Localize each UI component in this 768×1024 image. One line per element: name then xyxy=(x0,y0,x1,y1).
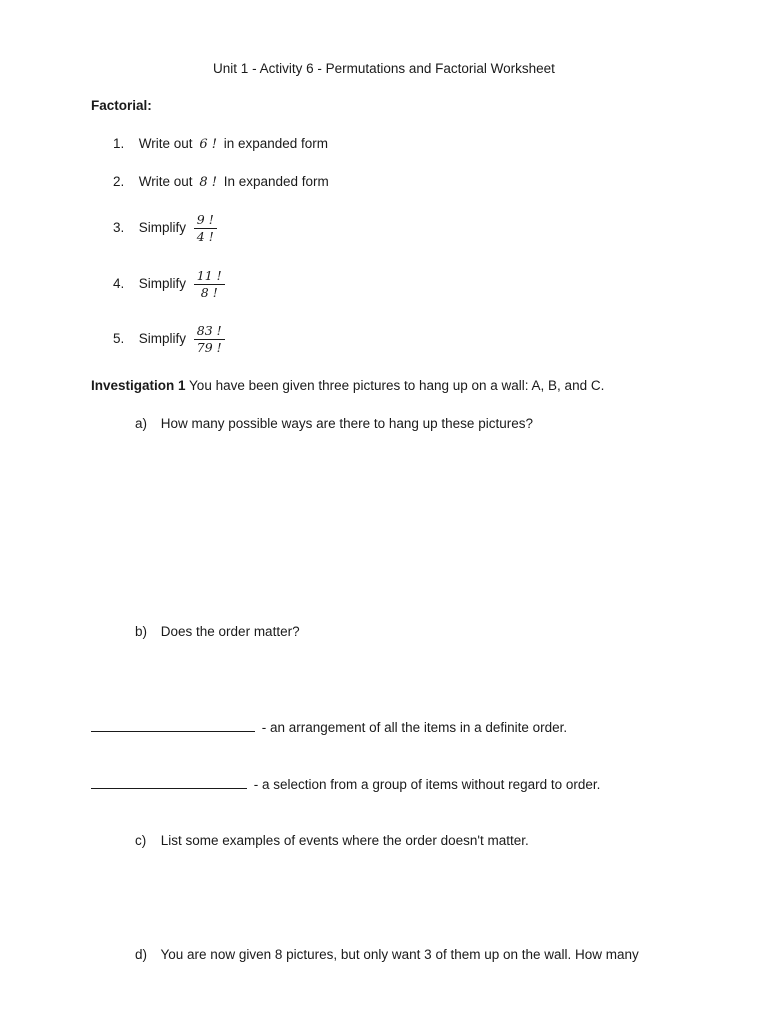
investigation-intro xyxy=(91,378,604,393)
item-prefix: Write out xyxy=(138,136,193,151)
item-number: 2. xyxy=(113,174,125,189)
question-d xyxy=(135,947,639,962)
question-text: Does the order matter? xyxy=(160,624,300,639)
question-text: List some examples of events where the order doesn't matter. xyxy=(160,833,529,848)
factorial-item-1 xyxy=(113,136,328,152)
factorial-item-4 xyxy=(113,266,225,302)
fraction-denominator: 4 ! xyxy=(196,228,214,244)
question-a xyxy=(135,416,533,431)
item-prefix: Simplify xyxy=(138,331,187,346)
fraction-denominator: 8 ! xyxy=(200,284,218,300)
fraction xyxy=(194,323,225,356)
factorial-expression: 8 ! xyxy=(199,175,217,190)
page-title: Unit 1 - Activity 6 - Permutations and Factorial Worksheet xyxy=(213,61,555,76)
item-number: 3. xyxy=(113,220,125,235)
definition-text: - an arrangement of all the items in a definite order. xyxy=(261,720,568,735)
item-suffix: in expanded form xyxy=(223,136,329,151)
question-label: b) xyxy=(135,624,148,639)
factorial-item-5 xyxy=(113,321,225,357)
definition-combination xyxy=(91,776,600,792)
fraction-numerator: 9 ! xyxy=(194,212,217,229)
factorial-item-3 xyxy=(113,210,217,246)
fraction-denominator: 79 ! xyxy=(196,339,222,355)
item-prefix: Simplify xyxy=(138,220,187,235)
question-label: d) xyxy=(135,947,148,962)
question-label: c) xyxy=(135,833,147,848)
factorial-heading: Factorial: xyxy=(91,98,152,113)
investigation-heading: Investigation 1 xyxy=(91,378,186,393)
fraction xyxy=(194,268,225,301)
fill-in-blank[interactable] xyxy=(91,719,255,732)
item-number: 4. xyxy=(113,276,125,291)
question-text: You are now given 8 pictures, but only want 3 of them up on the wall. How many xyxy=(160,947,639,962)
fill-in-blank[interactable] xyxy=(91,776,247,789)
question-text: How many possible ways are there to hang up these pictures? xyxy=(160,416,533,431)
item-number: 1. xyxy=(113,136,125,151)
investigation-text: You have been given three pictures to hang up on a wall: A, B, and C. xyxy=(189,378,605,393)
question-b xyxy=(135,624,300,639)
definition-text: - a selection from a group of items without regard to order. xyxy=(253,777,601,792)
fraction-numerator: 83 ! xyxy=(194,323,225,340)
question-label: a) xyxy=(135,416,148,431)
fraction-numerator: 11 ! xyxy=(194,268,225,285)
factorial-expression: 6 ! xyxy=(199,137,217,152)
fraction xyxy=(194,212,217,245)
definition-permutation xyxy=(91,719,567,735)
question-c xyxy=(135,833,529,848)
item-suffix: In expanded form xyxy=(223,174,329,189)
item-prefix: Simplify xyxy=(138,276,187,291)
item-number: 5. xyxy=(113,331,125,346)
factorial-item-2 xyxy=(113,174,329,190)
item-prefix: Write out xyxy=(138,174,193,189)
